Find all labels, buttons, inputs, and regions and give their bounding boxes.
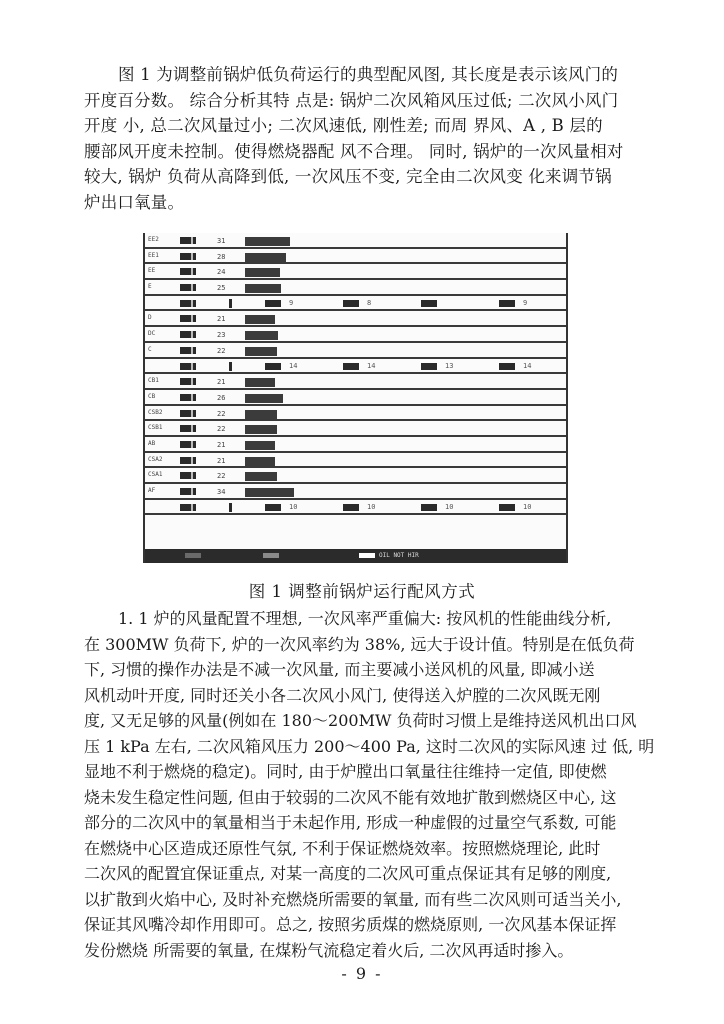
- damper-indicator: [180, 268, 196, 275]
- legend-swatch: [359, 553, 375, 558]
- group-value: 10: [523, 502, 532, 511]
- opening-bar: [245, 347, 277, 356]
- figure-group-row: [145, 296, 566, 312]
- opening-bar: [245, 284, 281, 293]
- text-line: 炉出口氧量。: [84, 192, 185, 212]
- text-line: 开度百分数。 综合分析其特 点是: 锅炉二次风箱风压过低; 二次风小风门: [84, 90, 619, 110]
- text-line: 二次风的配置宜保证重点, 对某一高度的二次风可重点保证其有足够的刚度,: [84, 864, 612, 883]
- group-value: 13: [445, 361, 454, 370]
- figure-row: [145, 311, 566, 327]
- opening-value: 21: [217, 456, 226, 465]
- group-segment: [499, 363, 515, 370]
- figure-group-row: [145, 359, 566, 375]
- opening-bar: [245, 331, 278, 340]
- group-segment: [421, 504, 437, 511]
- row-label: CSB2: [148, 408, 163, 416]
- group-tick: [229, 503, 232, 512]
- text-line: 以扩散到火焰中心, 及时补充燃烧所需要的氧量, 而有些二次风则可适当关小,: [84, 889, 622, 909]
- damper-indicator: [180, 488, 196, 495]
- opening-value: 25: [217, 284, 226, 293]
- group-value: 14: [523, 361, 532, 370]
- figure-row: [145, 453, 566, 469]
- opening-value: 22: [217, 346, 226, 355]
- figure-legend-bar: [145, 549, 566, 563]
- opening-value: 22: [217, 425, 226, 434]
- row-label: EE2: [148, 236, 159, 243]
- group-value: 14: [289, 361, 298, 370]
- text-line: 腰部风开度未控制。使得燃烧器配 风不合理。 同时, 锅炉的一次风量相对: [84, 141, 624, 161]
- group-tick: [229, 299, 232, 308]
- row-label: DC: [148, 330, 156, 338]
- figure-row: [145, 343, 566, 359]
- text-line: 保证其风嘴冷却作用即可。总之, 按照劣质煤的燃烧原则, 一次风基本保证挥: [84, 915, 617, 934]
- group-segment: [265, 363, 281, 370]
- figure-row: [145, 484, 566, 500]
- figure-row: [145, 233, 566, 249]
- opening-value: 22: [217, 472, 226, 481]
- row-label: CB1: [148, 377, 159, 385]
- group-value: 14: [367, 361, 376, 370]
- group-value: 8: [367, 298, 372, 307]
- damper-indicator: [180, 410, 196, 417]
- air-distribution-figure: [143, 233, 568, 563]
- figure-row: [145, 264, 566, 280]
- text-line: 烧未发生稳定性问题, 但由于较弱的二次风不能有效地扩散到燃烧区中心, 这: [84, 787, 617, 807]
- damper-indicator: [180, 237, 196, 244]
- text-line: 较大, 锅炉 负荷从高降到低, 一次风压不变, 完全由二次风变 化来调节锅: [84, 167, 612, 187]
- row-label: C: [148, 345, 152, 353]
- body-paragraph: [84, 606, 655, 963]
- figure-row: [145, 249, 566, 265]
- row-label: D: [148, 314, 152, 322]
- opening-bar: [245, 472, 277, 481]
- damper-indicator: [180, 300, 196, 307]
- group-value: 10: [445, 502, 454, 511]
- group-value: 10: [289, 502, 298, 511]
- damper-indicator: [180, 394, 196, 401]
- group-segment: [421, 363, 437, 370]
- figure-group-row: [145, 500, 566, 516]
- legend-entry: [263, 552, 283, 559]
- row-label: CSA2: [148, 455, 163, 463]
- figure-row: [145, 327, 566, 343]
- opening-value: 26: [217, 393, 226, 402]
- text-line: 在燃烧中心区造成还原性气氛, 不利于保证燃烧效率。按照燃烧理论, 此时: [84, 838, 601, 858]
- figure-row: [145, 406, 566, 422]
- legend-text: OIL NOT HIR: [379, 552, 419, 559]
- opening-bar: [245, 425, 277, 434]
- intro-paragraph: [84, 62, 644, 216]
- opening-value: 21: [217, 440, 226, 449]
- text-line: 风机动叶开度, 同时还关小各二次风小风门, 使得送入炉膛的二次风既无刚: [84, 685, 601, 705]
- text-line: 开度 小, 总二次风量过小; 二次风速低, 刚性差; 而周 界风、A , B 层的: [84, 116, 603, 136]
- group-segment: [421, 300, 437, 307]
- group-segment: [265, 504, 281, 511]
- opening-value: 31: [217, 237, 226, 245]
- row-label: E: [148, 283, 152, 291]
- group-segment: [265, 300, 281, 307]
- damper-indicator: [180, 378, 196, 385]
- figure-caption: 图 1 调整前锅炉运行配风方式: [248, 582, 476, 601]
- page-number: - 9 -: [341, 964, 383, 983]
- row-label: EE: [148, 267, 156, 275]
- group-segment: [343, 504, 359, 511]
- text-line: 下, 习惯的操作办法是不减一次风量, 而主要减小送风机的风量, 即减小送: [84, 660, 595, 679]
- row-label: AF: [148, 487, 156, 494]
- opening-bar: [245, 488, 294, 497]
- group-value: 9: [523, 298, 528, 307]
- figure-row: [145, 468, 566, 484]
- damper-indicator: [180, 504, 196, 511]
- text-line: 部分的二次风中的氧量相当于未起作用, 形成一种虚假的过量空气系数, 可能: [84, 813, 617, 832]
- damper-indicator: [180, 253, 196, 260]
- figure-rows: [145, 233, 566, 515]
- row-label: CB: [148, 392, 156, 400]
- damper-indicator: [180, 284, 196, 291]
- damper-indicator: [180, 441, 196, 448]
- opening-bar: [245, 394, 283, 403]
- text-line: 显地不利于燃烧的稳定)。同时, 由于炉膛出口氧量往往维持一定值, 即使燃: [84, 762, 607, 781]
- damper-indicator: [180, 363, 196, 370]
- opening-bar: [245, 378, 275, 387]
- row-label: CSA1: [148, 471, 163, 479]
- opening-value: 23: [217, 331, 226, 340]
- opening-bar: [245, 441, 275, 450]
- figure-row: [145, 280, 566, 296]
- group-value: 9: [289, 298, 294, 307]
- opening-bar: [245, 268, 280, 277]
- legend-swatch: [263, 553, 279, 558]
- opening-value: 22: [217, 409, 226, 418]
- opening-bar: [245, 410, 277, 419]
- opening-bar: [245, 457, 275, 466]
- figure-row: [145, 374, 566, 390]
- group-segment: [343, 300, 359, 307]
- text-line: 1. 1 炉的风量配置不理想, 一次风率严重偏大: 按风机的性能曲线分析,: [118, 609, 612, 628]
- damper-indicator: [180, 457, 196, 464]
- opening-bar: [245, 253, 286, 262]
- damper-indicator: [180, 472, 196, 479]
- damper-indicator: [180, 331, 196, 338]
- row-label: EE1: [148, 251, 159, 259]
- damper-indicator: [180, 425, 196, 432]
- row-label: AB: [148, 439, 156, 447]
- opening-value: 21: [217, 378, 226, 387]
- text-line: 图 1 为调整前锅炉低负荷运行的典型配风图, 其长度是表示该风门的: [118, 65, 619, 84]
- damper-indicator: [180, 315, 196, 322]
- group-tick: [229, 362, 232, 371]
- legend-swatch: [185, 553, 201, 558]
- figure-row: [145, 390, 566, 406]
- group-segment: [343, 363, 359, 370]
- legend-entry: [359, 552, 419, 559]
- text-line: 度, 又无足够的风量(例如在 180～200MW 负荷时习惯上是维持送风机出口风: [84, 711, 637, 730]
- opening-bar: [245, 315, 275, 324]
- legend-entry: [185, 552, 205, 559]
- figure-row: [145, 437, 566, 453]
- opening-value: 34: [217, 488, 226, 496]
- row-label: CSB1: [148, 424, 163, 432]
- text-line: 压 1 kPa 左右, 二次风箱风压力 200～400 Pa, 这时二次风的实际风速 过 低, 明: [84, 736, 655, 756]
- group-segment: [499, 504, 515, 511]
- opening-value: 28: [217, 252, 226, 261]
- opening-value: 24: [217, 268, 226, 277]
- text-line: 发份燃烧 所需要的氧量, 在煤粉气流稳定着火后, 二次风再适时掺入。: [84, 940, 574, 960]
- damper-indicator: [180, 347, 196, 354]
- group-value: 10: [367, 502, 376, 511]
- group-segment: [499, 300, 515, 307]
- figure-row: [145, 421, 566, 437]
- opening-bar: [245, 237, 290, 246]
- opening-value: 21: [217, 315, 226, 324]
- text-line: 在 300MW 负荷下, 炉的一次风率约为 38%, 远大于设计值。特别是在低负荷: [84, 634, 635, 654]
